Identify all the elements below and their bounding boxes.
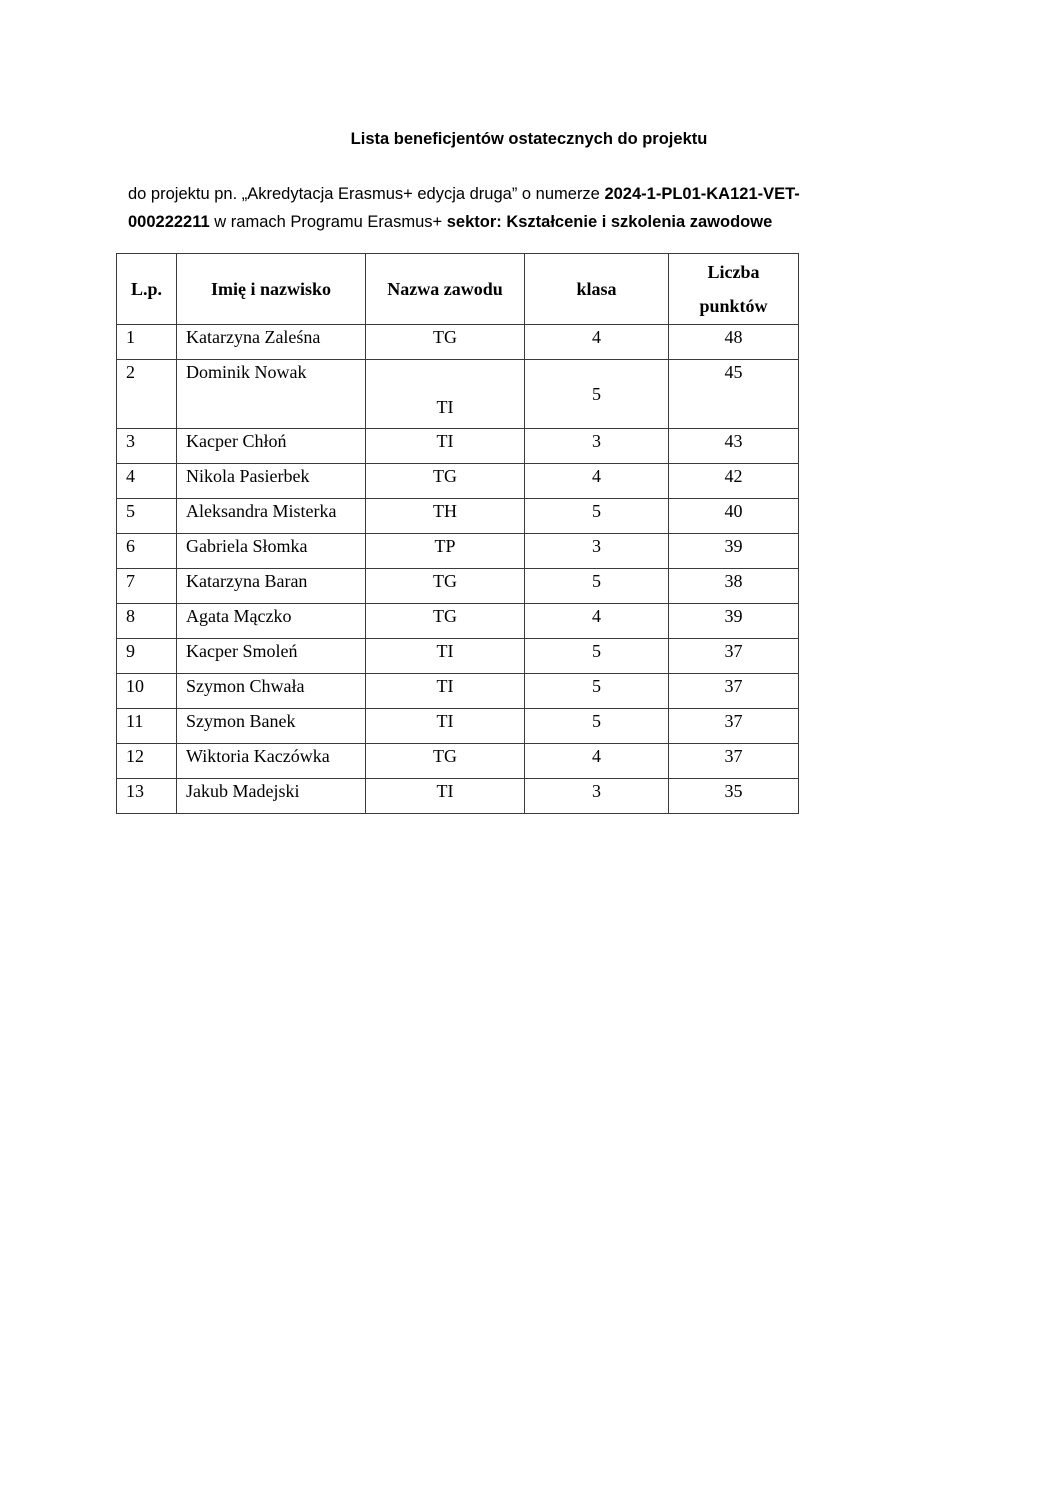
cell-profession: TG <box>366 604 525 639</box>
cell-class: 4 <box>525 464 669 499</box>
cell-lp: 3 <box>117 429 177 464</box>
cell-profession: TI <box>366 674 525 709</box>
cell-name: Katarzyna Baran <box>177 569 366 604</box>
cell-class: 4 <box>525 604 669 639</box>
cell-lp: 8 <box>117 604 177 639</box>
cell-points: 38 <box>669 569 799 604</box>
sector-label: sektor: Kształcenie i szkolenia zawodowe <box>446 213 773 231</box>
cell-points: 37 <box>669 674 799 709</box>
table-row <box>117 325 799 360</box>
cell-lp: 5 <box>117 499 177 534</box>
header-points <box>669 254 799 325</box>
header-name: Imię i nazwisko <box>177 254 366 325</box>
cell-points: 39 <box>669 534 799 569</box>
cell-profession: TI <box>366 779 525 814</box>
cell-name: Kacper Chłoń <box>177 429 366 464</box>
cell-class: 5 <box>525 709 669 744</box>
cell-name: Szymon Banek <box>177 709 366 744</box>
cell-points: 48 <box>669 325 799 360</box>
cell-name: Wiktoria Kaczówka <box>177 744 366 779</box>
cell-profession: TI <box>366 360 525 429</box>
cell-profession: TH <box>366 499 525 534</box>
cell-profession: TP <box>366 534 525 569</box>
header-profession: Nazwa zawodu <box>366 254 525 325</box>
table-row <box>117 674 799 709</box>
cell-profession: TG <box>366 464 525 499</box>
cell-name: Jakub Madejski <box>177 779 366 814</box>
table-row <box>117 744 799 779</box>
header-points-line1: Liczba <box>707 262 760 282</box>
table-row <box>117 569 799 604</box>
cell-lp: 1 <box>117 325 177 360</box>
cell-profession: TG <box>366 569 525 604</box>
cell-class: 5 <box>525 569 669 604</box>
table-row <box>117 709 799 744</box>
cell-points: 37 <box>669 744 799 779</box>
cell-points: 37 <box>669 709 799 744</box>
header-points-line2: punktów <box>699 296 768 316</box>
cell-points: 40 <box>669 499 799 534</box>
cell-class: 4 <box>525 325 669 360</box>
cell-points: 43 <box>669 429 799 464</box>
document-title: Lista beneficjentów ostatecznych do projektu <box>350 130 708 148</box>
cell-points: 37 <box>669 639 799 674</box>
cell-name: Agata Mączko <box>177 604 366 639</box>
header-lp: L.p. <box>117 254 177 325</box>
cell-points: 42 <box>669 464 799 499</box>
cell-class: 5 <box>525 360 669 429</box>
cell-name: Kacper Smoleń <box>177 639 366 674</box>
intro-text-part2: w ramach Programu Erasmus+ <box>209 213 447 231</box>
cell-profession: TI <box>366 639 525 674</box>
beneficiaries-table <box>116 253 799 814</box>
table-row <box>117 604 799 639</box>
cell-class: 3 <box>525 779 669 814</box>
cell-lp: 7 <box>117 569 177 604</box>
cell-profession: TI <box>366 709 525 744</box>
cell-name: Gabriela Słomka <box>177 534 366 569</box>
header-class: klasa <box>525 254 669 325</box>
cell-profession: TG <box>366 325 525 360</box>
cell-name: Dominik Nowak <box>177 360 366 429</box>
cell-lp: 13 <box>117 779 177 814</box>
cell-class: 3 <box>525 534 669 569</box>
cell-lp: 4 <box>117 464 177 499</box>
cell-class: 5 <box>525 674 669 709</box>
table-row <box>117 779 799 814</box>
cell-class: 5 <box>525 499 669 534</box>
cell-lp: 6 <box>117 534 177 569</box>
table-row <box>117 639 799 674</box>
cell-points: 39 <box>669 604 799 639</box>
table-row <box>117 534 799 569</box>
cell-name: Nikola Pasierbek <box>177 464 366 499</box>
cell-name: Aleksandra Misterka <box>177 499 366 534</box>
cell-lp: 9 <box>117 639 177 674</box>
cell-profession: TG <box>366 744 525 779</box>
cell-points: 35 <box>669 779 799 814</box>
cell-lp: 12 <box>117 744 177 779</box>
cell-points: 45 <box>669 360 799 429</box>
cell-class: 4 <box>525 744 669 779</box>
table-row <box>117 464 799 499</box>
cell-class: 3 <box>525 429 669 464</box>
cell-name: Szymon Chwała <box>177 674 366 709</box>
project-number: 2024-1-PL01-KA121-VET-000222211 <box>128 185 800 231</box>
cell-lp: 10 <box>117 674 177 709</box>
cell-class: 5 <box>525 639 669 674</box>
table-row <box>117 360 799 429</box>
table-header-row <box>117 254 799 325</box>
intro-text-part1: do projektu pn. „Akredytacja Erasmus+ edycja druga” o numerze <box>128 185 605 203</box>
table-row <box>117 499 799 534</box>
cell-name: Katarzyna Zaleśna <box>177 325 366 360</box>
cell-lp: 2 <box>117 360 177 429</box>
table-row <box>117 429 799 464</box>
cell-profession: TI <box>366 429 525 464</box>
intro-paragraph <box>128 180 878 236</box>
cell-lp: 11 <box>117 709 177 744</box>
